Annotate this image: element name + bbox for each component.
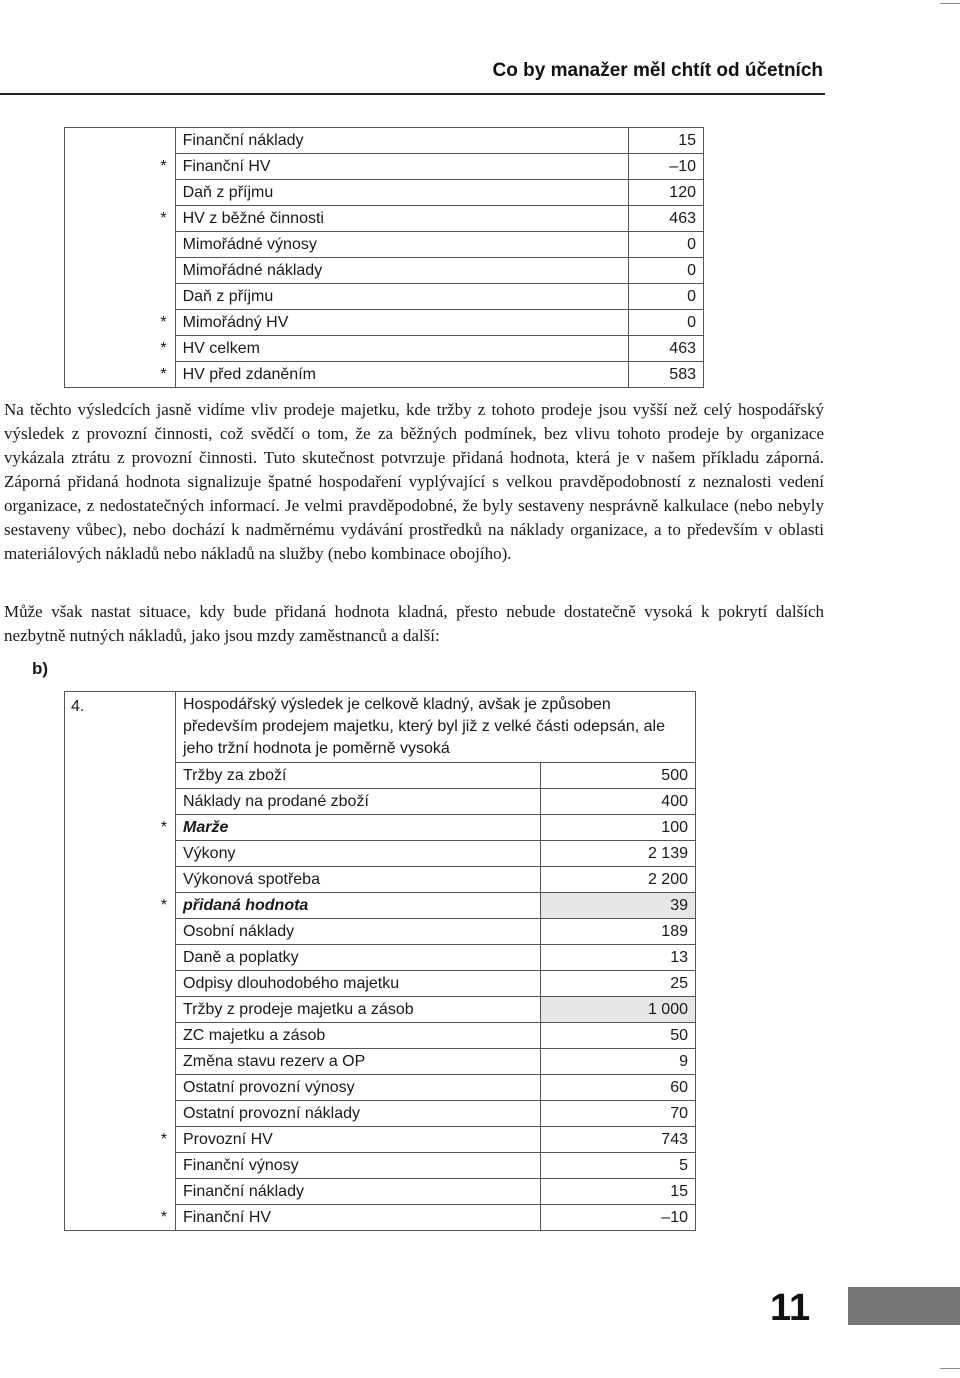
table-row: * Provozní HV 743 [65, 1127, 696, 1153]
table-row: Ostatní provozní náklady 70 [65, 1101, 696, 1127]
table-row: * HV před zdaněním 583 [65, 362, 704, 388]
table-row: Finanční náklady 15 [65, 128, 704, 154]
table-row: * HV z běžné činnosti 463 [65, 206, 704, 232]
table-intro-row [65, 692, 696, 763]
body-paragraph: Na těchto výsledcích jasně vidíme vliv prodeje majetku, kde tržby z tohoto prodeje jsou vyšší než celý hospodářský výsledek z provozní činnosti, což svědčí o tom, že za běžných podmínek, bez vlivu tohoto prodeje by organizace vykázala ztrátu z provozní činnosti. Tuto skutečnost potvrzuje přidaná hodnota, která je v našem příkladu záporná. Záporná přidaná hodnota signalizuje špatné hospodaření vyplývající s velkou pravděpodobností z neznalosti vedení organizace, z nedostatečných informací. Je velmi pravděpodobné, že byly sestaveny nesprávně kalkulace (nebo nebyly sestaveny vůbec), nebo dochází k nadměrnému vydávání prostředků na náklady organizace, a to především v oblasti materiálových nákladů nebo nákladů na služby (nebo kombinace obojího). [4, 400, 824, 563]
table-row: Osobní náklady 189 [65, 919, 696, 945]
table-row: Daň z příjmu 120 [65, 180, 704, 206]
crop-mark-bottom [940, 1368, 960, 1369]
table-row: * Mimořádný HV 0 [65, 310, 704, 336]
case-description: Hospodářský výsledek je celkově kladný, avšak je způsoben především prodejem majetku, který byl již z velké části odepsán, ale jeho tržní hodnota je poměrně vysoká [176, 692, 696, 763]
section-label: b) [32, 659, 49, 678]
table-row: Změna stavu rezerv a OP 9 [65, 1049, 696, 1075]
case-number: 4. [71, 698, 85, 715]
running-header-title: Co by manažer měl chtít od účetních [492, 60, 823, 81]
table-row: Finanční náklady 15 [65, 1179, 696, 1205]
table-row: Náklady na prodané zboží 400 [65, 789, 696, 815]
table-row: * Marže 100 [65, 815, 696, 841]
table-row: Daň z příjmu 0 [65, 284, 704, 310]
page-number: 11 [770, 1287, 811, 1329]
table-row: Výkony 2 139 [65, 841, 696, 867]
table-row: * HV celkem 463 [65, 336, 704, 362]
table-row: Odpisy dlouhodobého majetku 25 [65, 971, 696, 997]
table-row: Tržby za zboží 500 [65, 763, 696, 789]
table-row: Mimořádné výnosy 0 [65, 232, 704, 258]
crop-mark-top [940, 3, 960, 4]
table-row: * Finanční HV –10 [65, 1205, 696, 1231]
table-row: Daně a poplatky 13 [65, 945, 696, 971]
table-row: Finanční výnosy 5 [65, 1153, 696, 1179]
table-row: * přidaná hodnota 39 [65, 893, 696, 919]
table-row: Tržby z prodeje majetku a zásob 1 000 [65, 997, 696, 1023]
page-number-tab [848, 1287, 960, 1325]
results-table-continued [64, 127, 704, 388]
results-table-b [64, 691, 696, 1231]
body-paragraph: Může však nastat situace, kdy bude přidaná hodnota kladná, přesto nebude dostatečně vysoká k pokrytí dalších nezbytně nutných nákladů, jako jsou mzdy zaměstnanců a další: [4, 602, 824, 645]
table-row: * Finanční HV –10 [65, 154, 704, 180]
table-row: Ostatní provozní výnosy 60 [65, 1075, 696, 1101]
table-row: ZC majetku a zásob 50 [65, 1023, 696, 1049]
header-rule [0, 93, 825, 95]
table-row: Výkonová spotřeba 2 200 [65, 867, 696, 893]
table-row: Mimořádné náklady 0 [65, 258, 704, 284]
